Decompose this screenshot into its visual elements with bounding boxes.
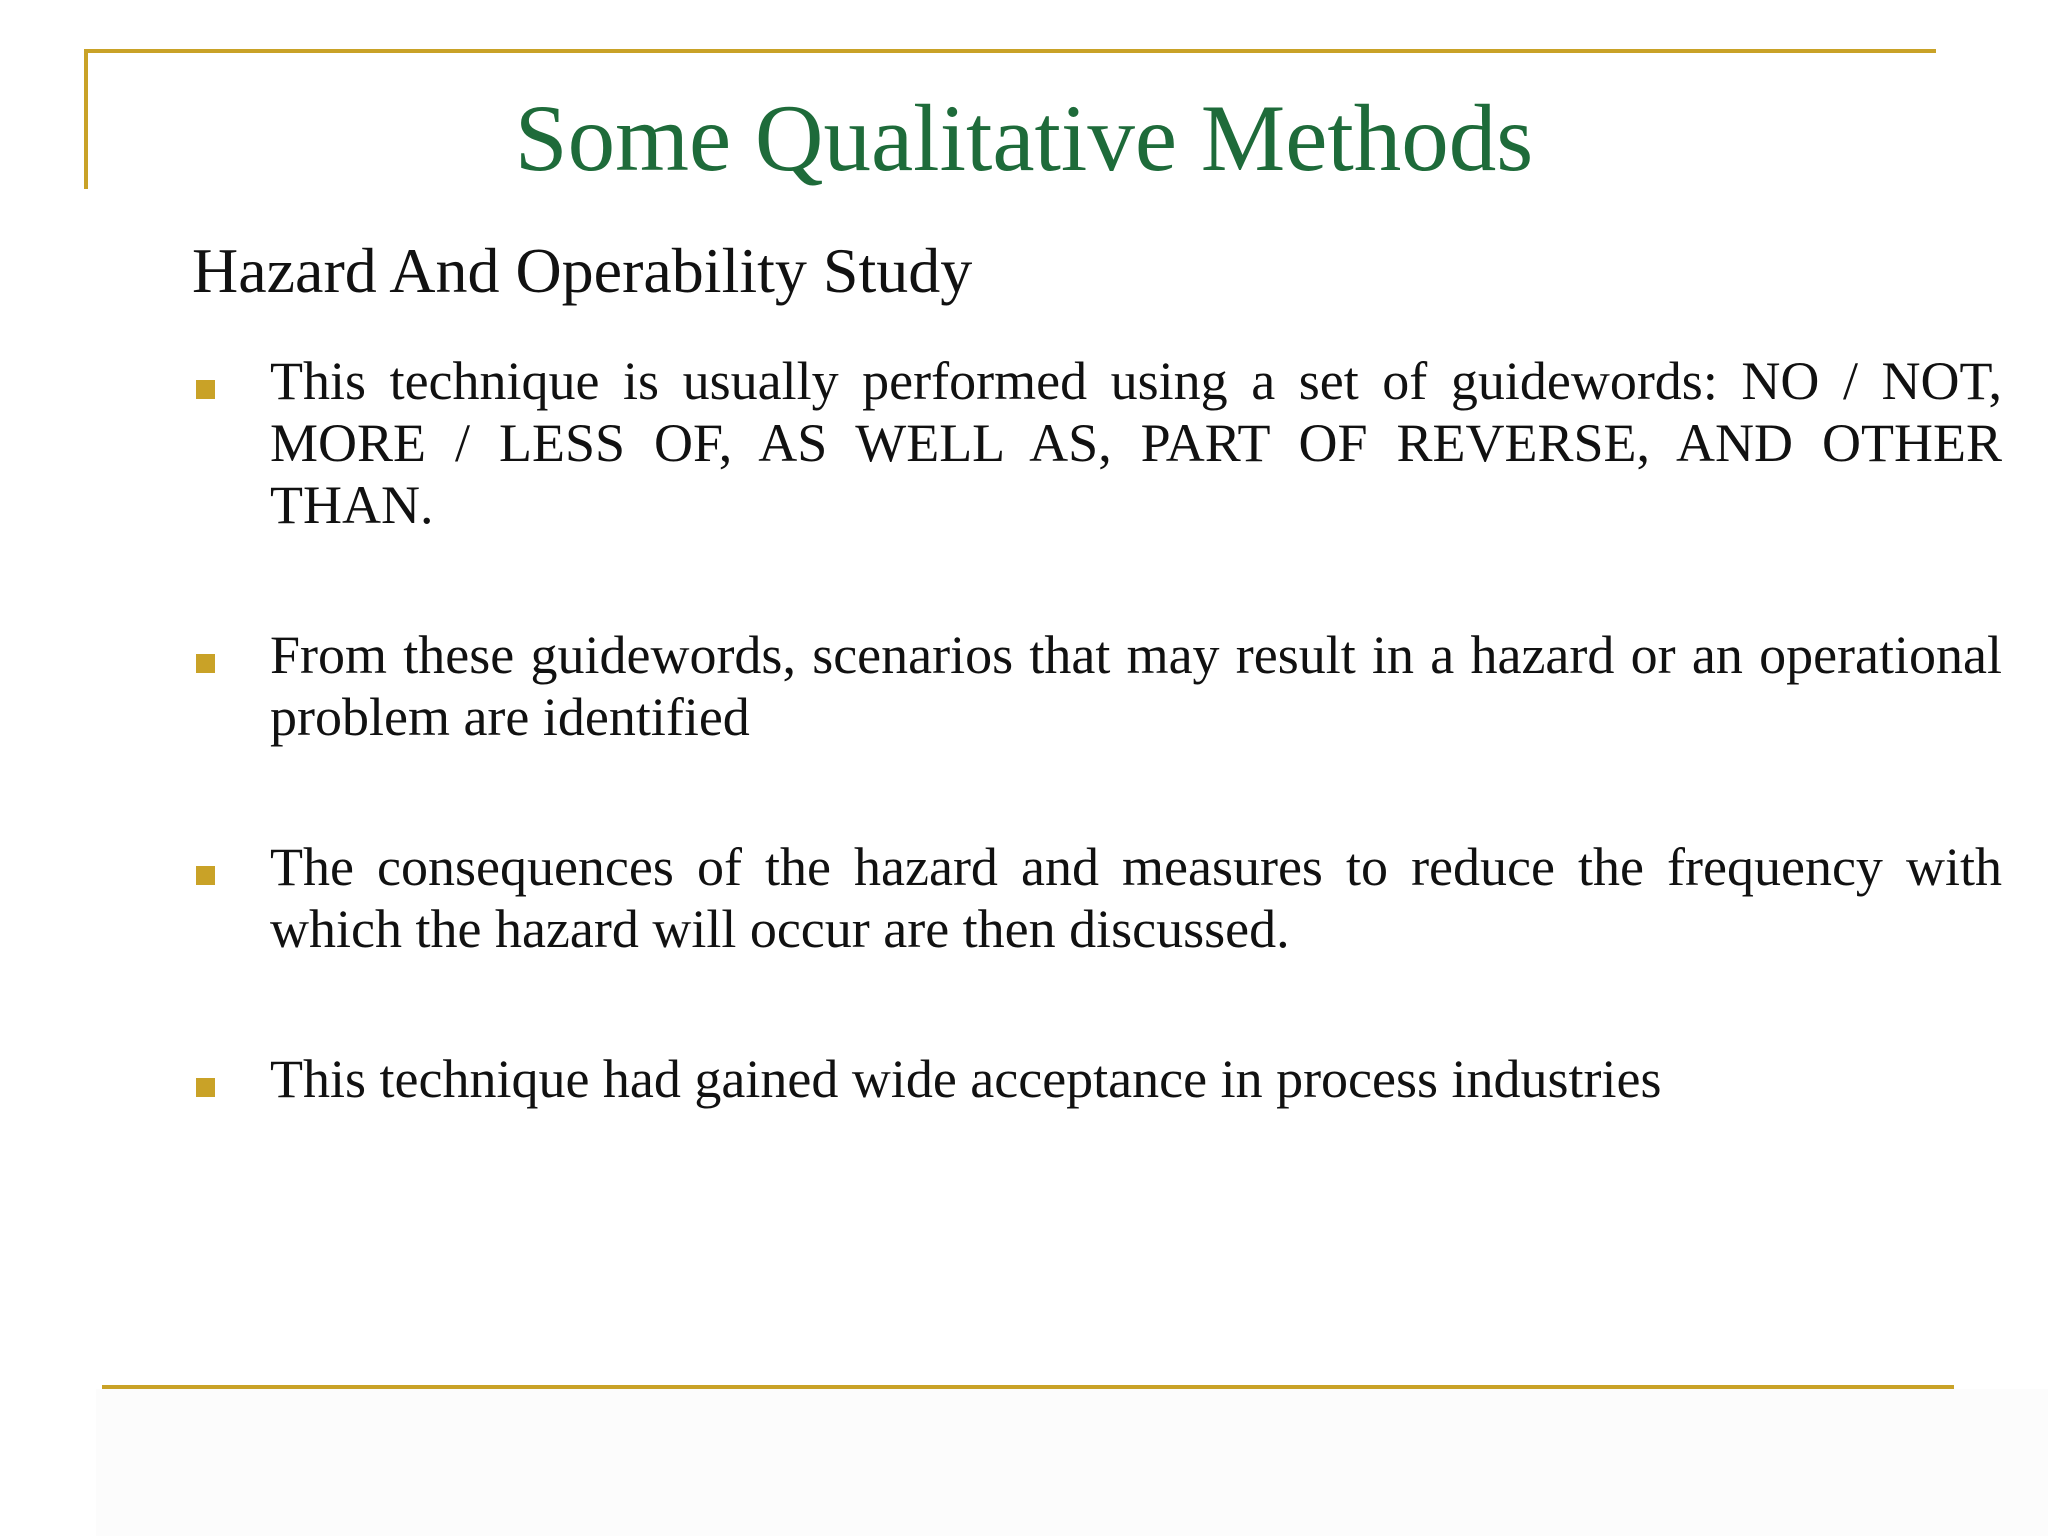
bullet-text: The consequences of the hazard and measures to reduce the frequency with which the hazard will occur are then discussed. [270, 837, 2002, 959]
slide-subtitle: Hazard And Operability Study [192, 235, 973, 306]
frame-top-rule [84, 49, 1936, 53]
square-bullet-icon [196, 866, 215, 885]
bullet-item [192, 836, 2002, 960]
bullet-item [192, 624, 2002, 748]
square-bullet-icon [196, 1078, 215, 1097]
bullet-text: This technique had gained wide acceptance in process industries [270, 1049, 1662, 1109]
bullet-list [192, 350, 2002, 1110]
slide-title: Some Qualitative Methods [514, 85, 1534, 191]
footer-band [96, 1389, 2048, 1536]
bullet-text: From these guidewords, scenarios that may result in a hazard or an operational problem are identified [270, 625, 2002, 747]
bullet-item [192, 350, 2002, 536]
bullet-text: This technique is usually performed using a set of guidewords: NO / NOT, MORE / LESS OF, AS WELL AS, PART OF REVERSE, AND OTHER THAN. [270, 351, 2002, 535]
bullet-item [192, 1048, 2002, 1110]
square-bullet-icon [196, 380, 215, 399]
square-bullet-icon [196, 654, 215, 673]
